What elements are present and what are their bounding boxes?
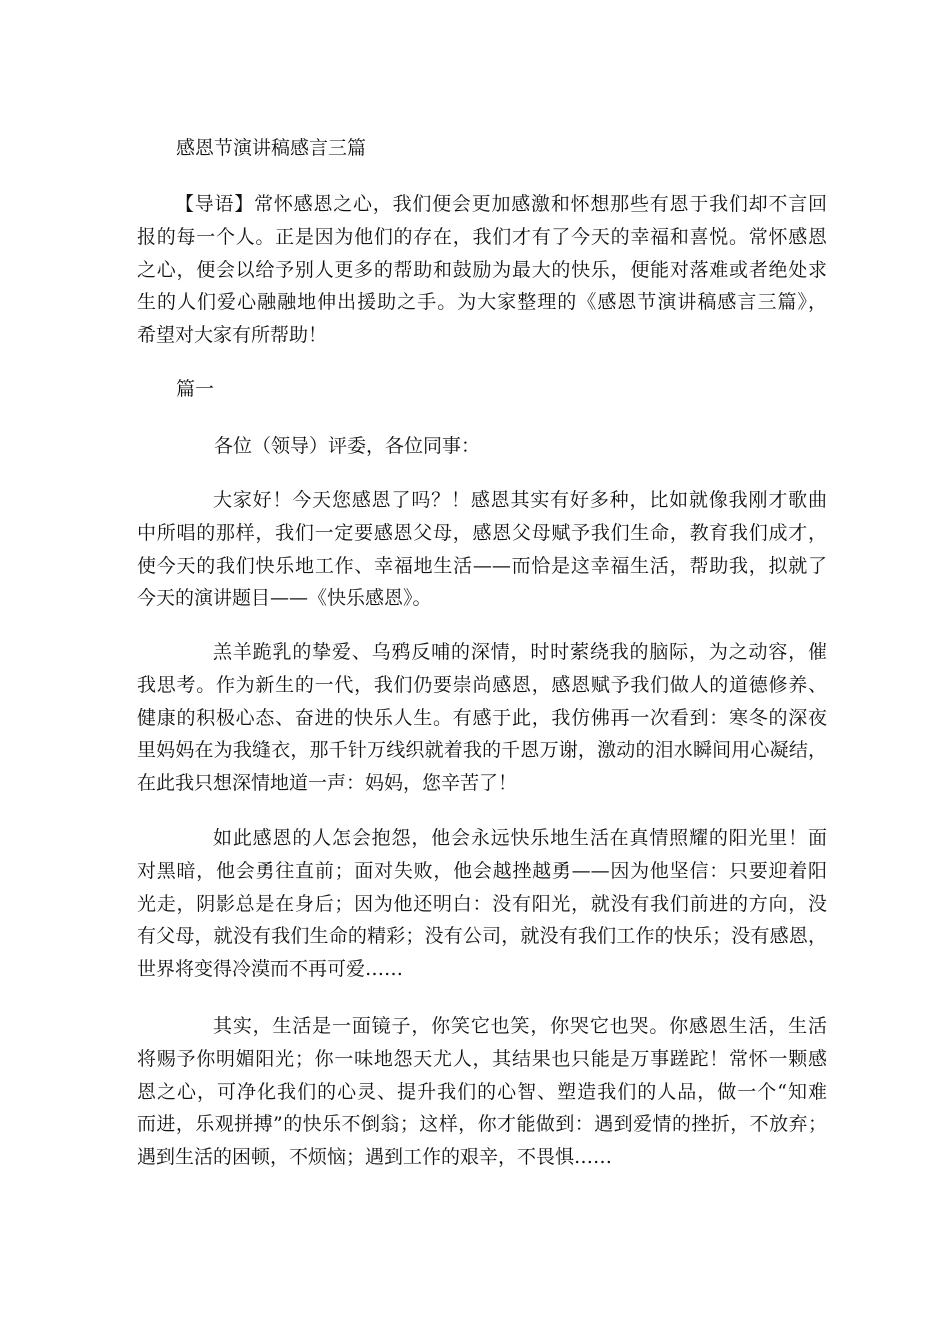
text-line: 中所唱的那样，我们一定要感恩父母，感恩父母赋予我们生命，教育我们成才， xyxy=(137,521,827,544)
body-paragraph-2 xyxy=(137,636,827,800)
text-line: 其实，生活是一面镜子，你笑它也笑，你哭它也哭。你感恩生活，生活 xyxy=(213,1015,827,1037)
body-paragraph-1 xyxy=(137,484,827,615)
body-paragraph-3 xyxy=(137,822,827,986)
document-title: 感恩节演讲稿感言三篇 xyxy=(176,137,367,159)
text-line: 在此我只想深情地道一声：妈妈，您辛苦了！ xyxy=(137,772,518,795)
text-line: 报的每一个人。正是因为他们的存在，我们才有了今天的幸福和喜悦。常怀感恩 xyxy=(137,225,827,248)
section-heading: 篇一 xyxy=(176,378,215,400)
text-line: 生的人们爱心融融地伸出援助之手。为大家整理的《感恩节演讲稿感言三篇》， xyxy=(137,291,827,314)
text-line: 遇到生活的困顿，不烦恼；遇到工作的艰辛，不畏惧…… xyxy=(137,1146,613,1169)
body-paragraph-4 xyxy=(137,1010,827,1174)
text-line: 今天的演讲题目——《快乐感恩》。 xyxy=(137,587,432,610)
text-line: 之心，便会以给予别人更多的帮助和鼓励为最大的快乐，便能对落难或者绝处求 xyxy=(137,258,827,281)
salutation: 各位（领导）评委，各位同事： xyxy=(214,435,481,457)
text-line: 将赐予你明媚阳光；你一味地怨天尤人，其结果也只能是万事蹉跎！常怀一颗感 xyxy=(137,1047,827,1070)
text-line: 如此感恩的人怎会抱怨，他会永远快乐地生活在真情照耀的阳光里！面 xyxy=(213,827,827,849)
text-line: 而进，乐观拼搏”的快乐不倒翁；这样，你才能做到：遇到爱情的挫折，不放弃； xyxy=(137,1113,827,1136)
text-line: 希望对大家有所帮助！ xyxy=(137,324,328,347)
text-line: 【导语】常怀感恩之心，我们便会更加感激和怀想那些有恩于我们却不言回 xyxy=(175,193,827,215)
text-line: 世界将变得冷漠而不再可爱…… xyxy=(137,958,404,981)
text-line: 羔羊跪乳的挚爱、乌鸦反哺的深情，时时萦绕我的脑际，为之动容，催 xyxy=(213,641,827,663)
text-line: 对黑暗，他会勇往直前；面对失败，他会越挫越勇——因为他坚信：只要迎着阳 xyxy=(137,859,827,882)
text-line: 使今天的我们快乐地工作、幸福地生活——而恰是这幸福生活，帮助我，拟就了 xyxy=(137,554,827,577)
intro-paragraph xyxy=(137,188,827,352)
text-line: 光走，阴影总是在身后；因为他还明白：没有阳光，就没有我们前进的方向，没 xyxy=(137,892,827,915)
text-line: 恩之心，可净化我们的心灵、提升我们的心智、塑造我们的人品，做一个“知难 xyxy=(137,1080,827,1103)
text-line: 里妈妈在为我缝衣，那千针万线织就着我的千恩万谢，激动的泪水瞬间用心凝结， xyxy=(137,739,827,762)
text-line: 大家好！今天您感恩了吗？！感恩其实有好多种，比如就像我刚才歌曲 xyxy=(213,489,827,511)
text-line: 有父母，就没有我们生命的精彩；没有公司，就没有我们工作的快乐；没有感恩， xyxy=(137,925,827,948)
text-line: 我思考。作为新生的一代，我们仍要崇尚感恩，感恩赋予我们做人的道德修养、 xyxy=(137,673,827,696)
text-line: 健康的积极心态、奋进的快乐人生。有感于此，我仿佛再一次看到：寒冬的深夜 xyxy=(137,706,827,729)
